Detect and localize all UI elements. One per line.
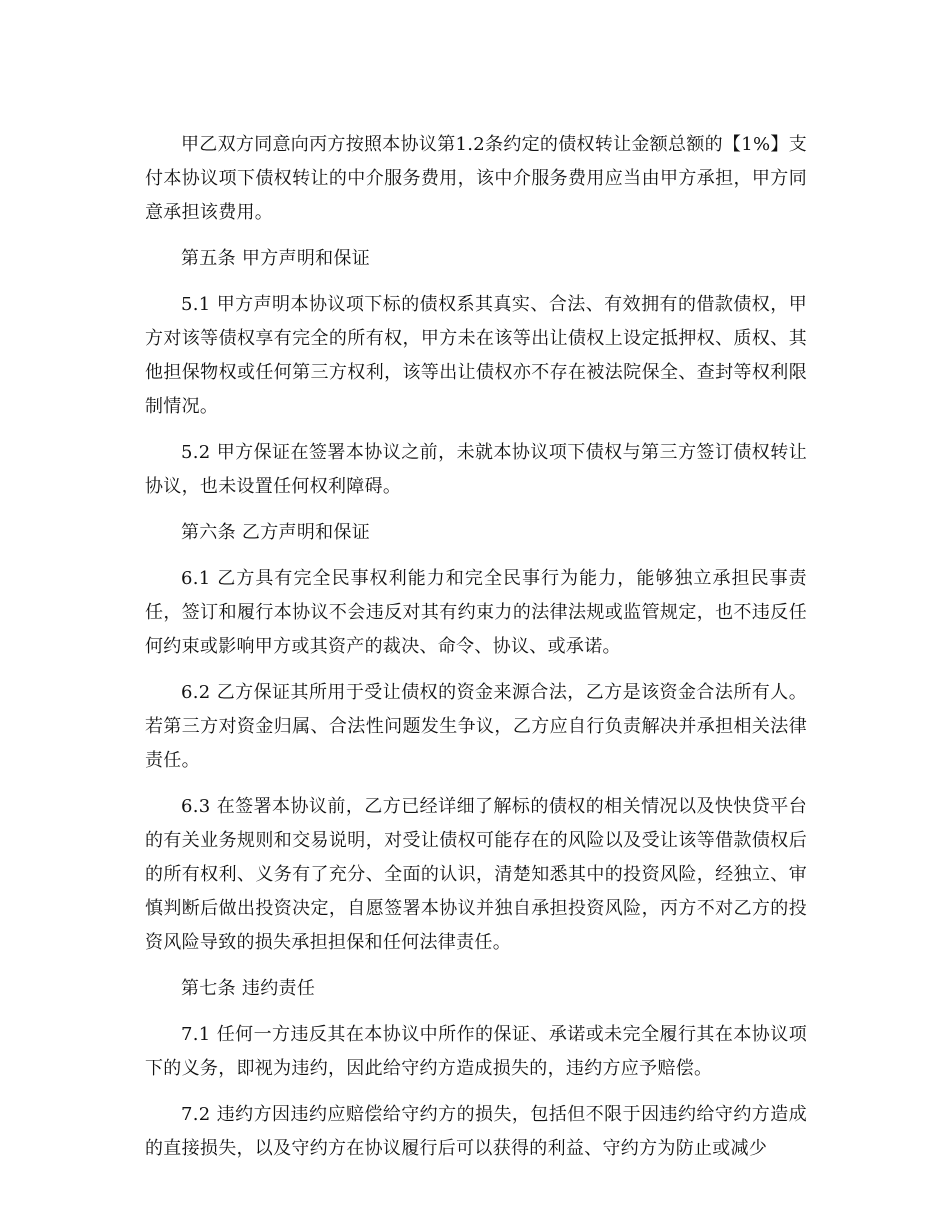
clause-6-1: 6.1 乙方具有完全民事权利能力和完全民事行为能力，能够独立承担民事责任，签订和履行本协议不会违反对其有约束力的法律法规或监管规定，也不违反任何约束或影响甲方或其资产的裁决、命令、协议、或承诺。 (145, 568, 807, 657)
clause-5-2: 5.2 甲方保证在签署本协议之前，未就本协议项下债权与第三方签订债权转让协议，也未设置任何权利障碍。 (145, 442, 807, 497)
clause-6-3: 6.3 在签署本协议前，乙方已经详细了解标的债权的相关情况以及快快贷平台的有关业务规则和交易说明，对受让债权可能存在的风险以及受让该等借款债权后的所有权利、义务有了充分、全面的认识，清楚知悉其中的投资风险，经独立、审慎判断后做出投资决定，自愿签署本协议并独自承担投资风险，丙方不对乙方的投资风险导致的损失承担担保和任何法律责任。 (145, 796, 807, 953)
clause-6-2: 6.2 乙方保证其所用于受让债权的资金来源合法，乙方是该资金合法所有人。若第三方对资金归属、合法性问题发生争议，乙方应自行负责解决并承担相关法律责任。 (145, 682, 807, 771)
article-5-heading: 第五条 甲方声明和保证 (181, 248, 371, 269)
document-body (145, 128, 807, 1178)
article-6-heading: 第六条 乙方声明和保证 (181, 522, 371, 543)
clause-7-2: 7.2 违约方因违约应赔偿给守约方的损失，包括但不限于因违约给守约方造成的直接损失，以及守约方在协议履行后可以获得的利益、守约方为防止或减少 (145, 1104, 807, 1159)
article-7-heading: 第七条 违约责任 (181, 978, 316, 999)
paragraph-fee-clause: 甲乙双方同意向丙方按照本协议第1.2条约定的债权转让金额总额的【1%】支付本协议项下债权转让的中介服务费用，该中介服务费用应当由甲方承担，甲方同意承担该费用。 (145, 134, 807, 223)
clause-7-1: 7.1 任何一方违反其在本协议中所作的保证、承诺或未完全履行其在本协议项下的义务，即视为违约，因此给守约方造成损失的，违约方应予赔偿。 (145, 1024, 807, 1079)
clause-5-1: 5.1 甲方声明本协议项下标的债权系其真实、合法、有效拥有的借款债权，甲方对该等债权享有完全的所有权，甲方未在该等出让债权上设定抵押权、质权、其他担保物权或任何第三方权利，该等出让债权亦不存在被法院保全、查封等权利限制情况。 (145, 294, 807, 417)
